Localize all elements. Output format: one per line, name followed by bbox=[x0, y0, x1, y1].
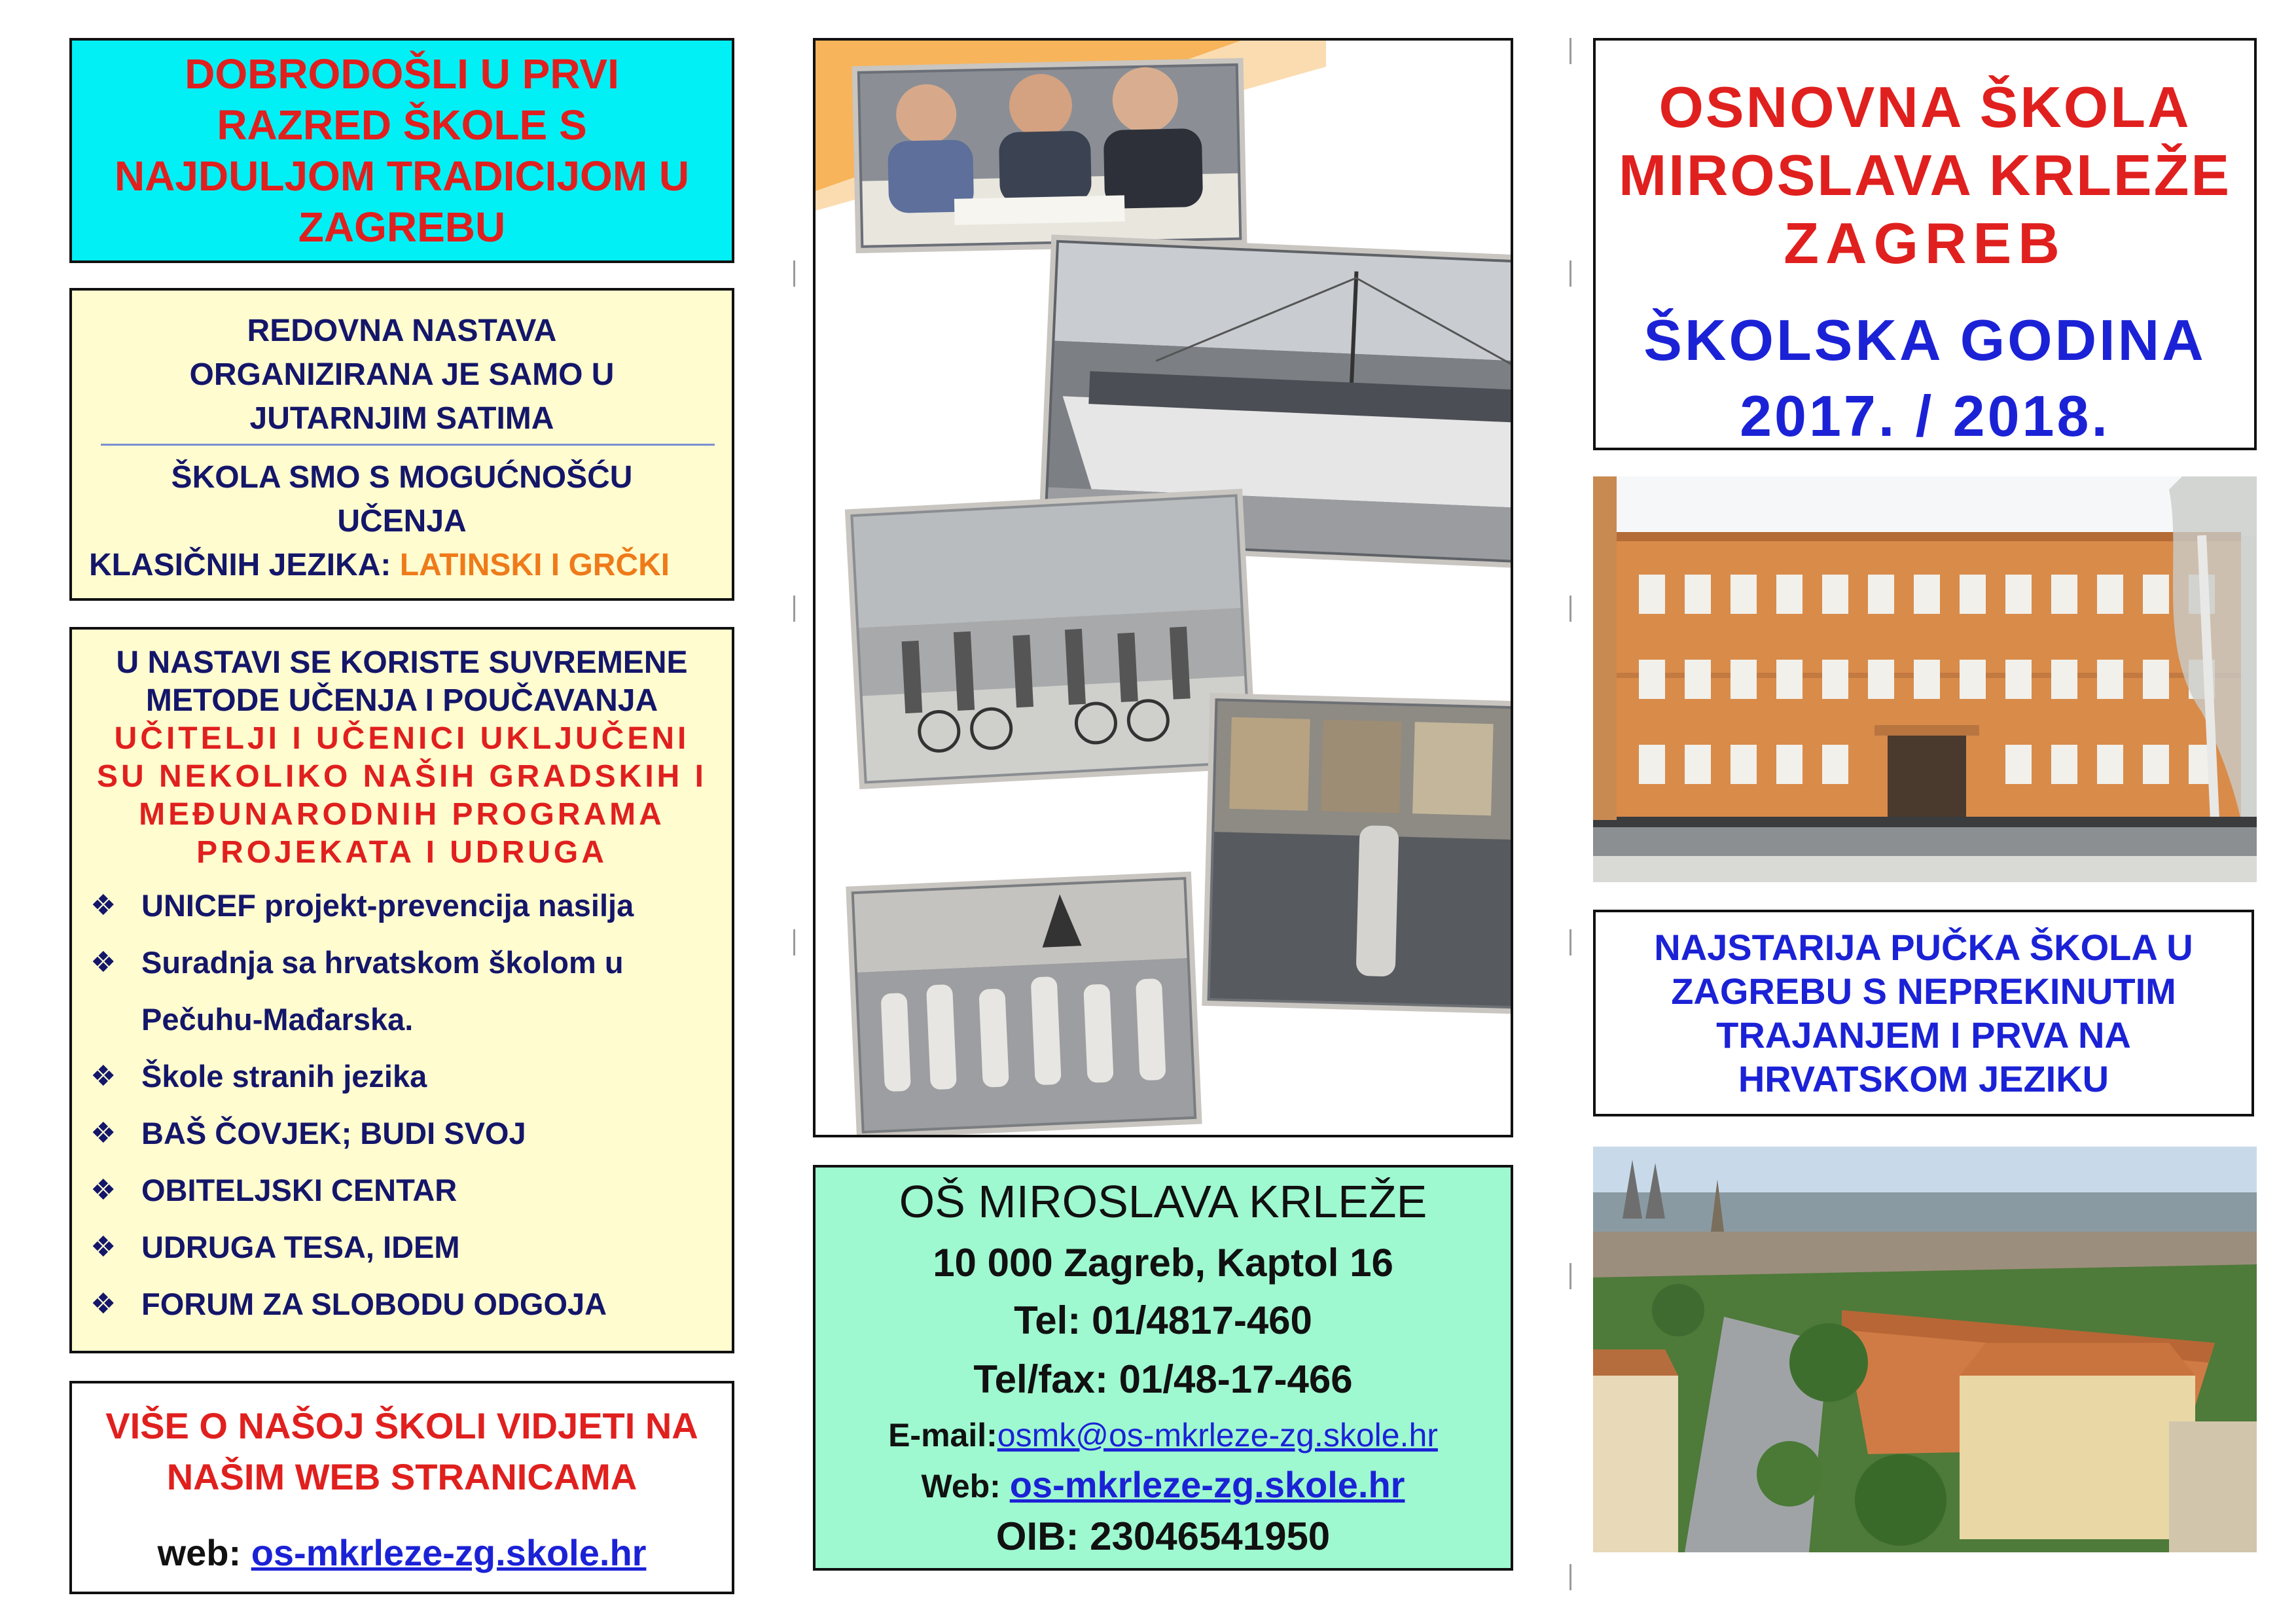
fold-mark bbox=[1570, 1263, 1571, 1289]
oldest-school-line: TRAJANJEM I PRVA NA bbox=[1716, 1014, 2131, 1056]
regular-classes-line: ORGANIZIRANA JE SAMO U bbox=[189, 357, 615, 392]
program-list-item bbox=[90, 1275, 719, 1332]
program-list-item-text: Suradnja sa hrvatskom školom u bbox=[141, 945, 624, 980]
website-invite-line: VIŠE O NAŠOJ ŠKOLI VIDJETI NA bbox=[105, 1405, 698, 1446]
welcome-line: RAZRED ŠKOLE S bbox=[217, 101, 587, 149]
classical-languages-label: KLASIČNIH JEZIKA: bbox=[89, 548, 400, 582]
oldest-school-text bbox=[1654, 925, 2193, 1101]
contact-web-link[interactable]: os-mkrleze-zg.skole.hr bbox=[1009, 1464, 1405, 1505]
website-link[interactable]: os-mkrleze-zg.skole.hr bbox=[251, 1532, 647, 1573]
school-name bbox=[1596, 73, 2254, 277]
regular-classes-line: JUTARNJIM SATIMA bbox=[249, 401, 554, 436]
regular-classes-text bbox=[72, 309, 732, 440]
school-name-line: ZAGREB bbox=[1784, 211, 2066, 276]
program-list-item bbox=[90, 877, 719, 934]
classical-languages-line: ŠKOLA SMO S MOGUĆNOŠĆU bbox=[171, 460, 633, 495]
program-list bbox=[90, 877, 719, 1332]
website-label: web: bbox=[157, 1532, 251, 1573]
classical-languages-highlight: LATINSKI I GRČKI bbox=[399, 548, 670, 582]
welcome-box bbox=[69, 38, 734, 263]
school-building-photo bbox=[1593, 476, 2257, 882]
modern-methods-text bbox=[72, 644, 732, 720]
fold-mark bbox=[1570, 929, 1571, 955]
website-invite-text bbox=[72, 1400, 732, 1503]
welcome-text bbox=[107, 48, 696, 253]
photo-school-performance bbox=[1204, 696, 1511, 1012]
program-list-item-text: FORUM ZA SLOBODU ODGOJA bbox=[141, 1287, 607, 1321]
welcome-line: NAJDULJOM TRADICIJOM U bbox=[114, 152, 690, 200]
programs-line: PROJEKATA I UDRUGA bbox=[196, 835, 607, 870]
school-year bbox=[1596, 302, 2254, 454]
contact-address: 10 000 Zagreb, Kaptol 16 bbox=[933, 1241, 1393, 1285]
classical-languages-list bbox=[89, 543, 670, 587]
program-list-item-text: Pečuhu-Mađarska. bbox=[141, 1002, 414, 1037]
website-invite-line: NAŠIM WEB STRANICAMA bbox=[166, 1456, 637, 1497]
contact-phone: Tel: 01/4817-460 bbox=[1014, 1298, 1312, 1342]
fold-mark bbox=[1570, 38, 1571, 64]
school-year-line: 2017. / 2018. bbox=[1740, 383, 2110, 448]
divider bbox=[101, 444, 715, 446]
program-list-item bbox=[90, 1048, 719, 1105]
programs-line: UČITELJI I UČENICI UKLJUČENI bbox=[114, 721, 690, 756]
programs-text bbox=[72, 720, 732, 872]
oldest-school-box bbox=[1593, 910, 2254, 1116]
welcome-line: DOBRODOŠLI U PRVI bbox=[185, 50, 619, 98]
contact-email-link[interactable]: osmk@os-mkrleze-zg.skole.hr bbox=[997, 1417, 1438, 1454]
modern-methods-line: METODE UČENJA I POUČAVANJA bbox=[145, 683, 658, 718]
classical-languages-text bbox=[72, 455, 732, 543]
welcome-line: ZAGREBU bbox=[298, 204, 506, 251]
programs-line: SU NEKOLIKO NAŠIH GRADSKIH I bbox=[96, 759, 708, 794]
regular-classes-line: REDOVNA NASTAVA bbox=[247, 313, 557, 348]
program-list-item-text: UDRUGA TESA, IDEM bbox=[141, 1230, 460, 1264]
fold-mark bbox=[1570, 260, 1571, 287]
program-list-item-text: OBITELJSKI CENTAR bbox=[141, 1173, 457, 1207]
program-list-item bbox=[90, 1162, 719, 1219]
program-list-item bbox=[90, 1219, 719, 1275]
fold-mark bbox=[1570, 1564, 1571, 1590]
classical-languages-line: UČENJA bbox=[337, 504, 467, 539]
fold-mark bbox=[793, 260, 795, 287]
photo-collage bbox=[813, 38, 1513, 1137]
contact-oib: OIB: 23046541950 bbox=[996, 1514, 1331, 1558]
program-list-item-text: BAŠ ČOVJEK; BUDI SVOJ bbox=[141, 1116, 526, 1150]
modern-methods-line: U NASTAVI SE KORISTE SUVREMENE bbox=[116, 645, 688, 680]
diamond-bullet-icon: ❖ bbox=[90, 1117, 117, 1149]
program-list-item-text: Škole stranih jezika bbox=[141, 1059, 427, 1094]
contact-box bbox=[813, 1165, 1513, 1571]
diamond-bullet-icon: ❖ bbox=[90, 1231, 117, 1263]
diamond-bullet-icon: ❖ bbox=[90, 1288, 117, 1320]
photo-collage-graphic bbox=[816, 41, 1511, 1135]
diamond-bullet-icon: ❖ bbox=[90, 1060, 117, 1092]
program-list-item bbox=[90, 934, 719, 991]
diamond-bullet-icon: ❖ bbox=[90, 1174, 117, 1206]
program-list-item bbox=[90, 1105, 719, 1162]
school-name-line: OSNOVNA ŠKOLA bbox=[1659, 75, 2191, 139]
website-box bbox=[69, 1381, 734, 1594]
programs-line: MEĐUNARODNIH PROGRAMA bbox=[139, 797, 665, 832]
contact-fax: Tel/fax: 01/48-17-466 bbox=[973, 1357, 1353, 1401]
fold-mark bbox=[793, 596, 795, 622]
website-row bbox=[72, 1527, 732, 1578]
oldest-school-line: NAJSTARIJA PUČKA ŠKOLA U bbox=[1654, 927, 2193, 968]
contact-email-label: E-mail: bbox=[888, 1417, 997, 1454]
fold-mark bbox=[1570, 596, 1571, 622]
school-title-box bbox=[1593, 38, 2257, 450]
fold-mark bbox=[793, 929, 795, 955]
program-list-item bbox=[90, 991, 719, 1048]
diamond-bullet-icon: ❖ bbox=[90, 946, 117, 978]
contact-email-row bbox=[816, 1412, 1511, 1458]
methods-box bbox=[69, 627, 734, 1353]
school-name-line: MIROSLAVA KRLEŽE bbox=[1618, 143, 2232, 207]
photo-bicycle-group bbox=[848, 491, 1254, 787]
photo-children-writing bbox=[855, 61, 1245, 251]
oldest-school-line: ZAGREBU S NEPREKINUTIM bbox=[1671, 971, 2176, 1012]
school-year-line: ŠKOLSKA GODINA bbox=[1643, 308, 2206, 372]
classes-box bbox=[69, 288, 734, 601]
contact-school-name: OŠ MIROSLAVA KRLEŽE bbox=[899, 1176, 1427, 1227]
program-list-item-text: UNICEF projekt-prevencija nasilja bbox=[141, 888, 634, 923]
oldest-school-line: HRVATSKOM JEZIKU bbox=[1738, 1058, 2109, 1099]
diamond-bullet-icon: ❖ bbox=[90, 889, 117, 921]
contact-web-row bbox=[816, 1462, 1511, 1509]
contact-web-label: Web: bbox=[921, 1468, 1010, 1505]
aerial-city-photo bbox=[1593, 1147, 2257, 1552]
photo-costume-party bbox=[848, 874, 1199, 1135]
